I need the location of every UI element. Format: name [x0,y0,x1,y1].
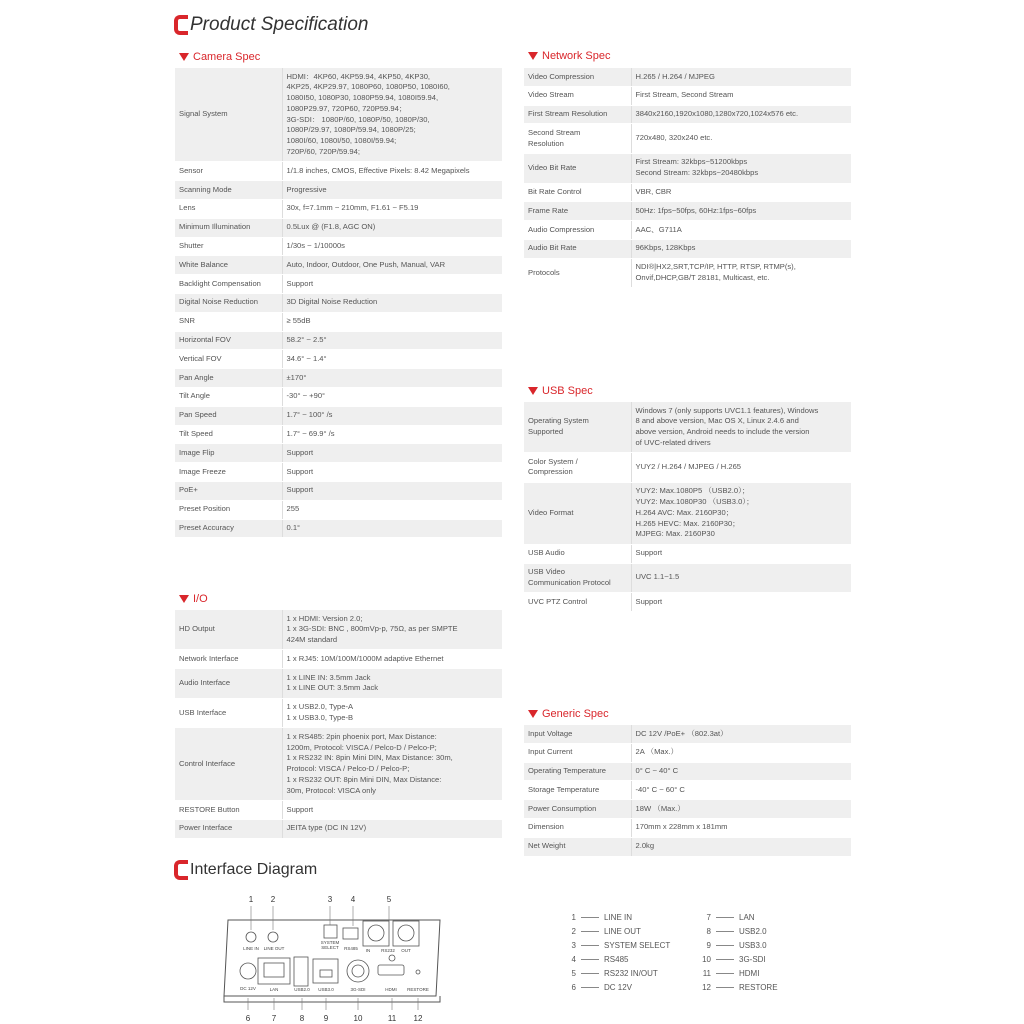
spec-row [524,762,851,781]
spec-label: First Stream Resolution [524,105,631,124]
spec-value: Support [282,481,502,500]
legend-label: RESTORE [739,982,778,992]
spec-row [175,519,502,538]
spec-row [175,369,502,388]
legend-item [562,980,670,994]
callout-10: 10 [353,1014,363,1023]
spec-value: 1.7° ~ 69.9° /s [282,425,502,444]
legend-left [562,910,670,994]
spec-row [175,406,502,425]
legend-number: 5 [571,968,576,978]
callout-5: 5 [386,895,392,904]
legend-line [581,917,599,918]
spec-label: Pan Speed [175,406,282,425]
spec-row [524,593,851,612]
legend-label: RS485 [604,954,629,964]
triangle-icon [179,53,189,61]
spec-label: Scanning Mode [175,181,282,200]
spec-value: ±170° [282,369,502,388]
spec-value: 1/1.8 inches, CMOS, Effective Pixels: 8.42 Megapixels [282,162,502,181]
spec-label: Protocols [524,258,631,288]
legend-label: USB3.0 [739,940,767,950]
spec-row [175,199,502,218]
legend-item [562,924,670,938]
camera-spec-heading [179,51,260,63]
spec-label: Sensor [175,162,282,181]
label-sdi: 3G-SDI [350,987,366,992]
spec-label: Image Flip [175,444,282,463]
spec-row [175,237,502,256]
spec-label: Lens [175,199,282,218]
spec-value: 34.6° ~ 1.4° [282,350,502,369]
spec-row [175,650,502,669]
spec-value: H.265 / H.264 / MJPEG [631,68,851,86]
legend-number: 12 [702,982,711,992]
legend-line [716,917,734,918]
heading-text: Network Spec [542,50,611,62]
label-hdmi: HDMI [385,987,397,992]
spec-label: PoE+ [175,481,282,500]
spec-label: Second Stream Resolution [524,124,631,154]
spec-row [524,544,851,563]
generic-spec-table [524,725,851,857]
spec-value: 2A （Max.） [631,743,851,762]
legend-label: USB2.0 [739,926,767,936]
spec-value: 0.1° [282,519,502,538]
legend-item [697,910,778,924]
rear-panel-diagram [210,890,450,1024]
spec-label: Digital Noise Reduction [175,293,282,312]
spec-label: UVC PTZ Control [524,593,631,612]
spec-value: 1 x RJ45: 10M/100M/1000M adaptive Ethernet [282,650,502,669]
spec-label: Minimum Illumination [175,218,282,237]
spec-row [524,725,851,743]
callout-7: 7 [271,1014,277,1023]
spec-value: Auto, Indoor, Outdoor, One Push, Manual, VAR [282,256,502,275]
legend-number: 7 [706,912,711,922]
callout-3: 3 [327,895,333,904]
spec-row [175,425,502,444]
spec-label: Video Format [524,482,631,544]
io-table [175,610,502,839]
spec-row [175,350,502,369]
spec-value: 0.5Lux @ (F1.8, AGC ON) [282,218,502,237]
label-restore: RESTORE [407,987,429,992]
legend-line [716,959,734,960]
spec-value: 0° C ~ 40° C [631,762,851,781]
generic-spec-heading [528,708,609,720]
legend-item [697,980,778,994]
spec-row [175,801,502,820]
callout-8: 8 [299,1014,305,1023]
label-usb3: USB3.0 [318,987,334,992]
spec-label: Tilt Speed [175,425,282,444]
spec-value: 3840x2160,1920x1080,1280x720,1024x576 etc. [631,105,851,124]
spec-value: NDI®|HX2,SRT,TCP/IP, HTTP, RTSP, RTMP(s), Onvif,DHCP,GB/T 28181, Multicast, etc. [631,258,851,288]
callout-6: 6 [245,1014,251,1023]
legend-item [697,952,778,966]
spec-value: 170mm x 228mm x 181mm [631,818,851,837]
label-lan: LAN [269,987,279,992]
spec-label: Tilt Angle [175,387,282,406]
legend-item [562,952,670,966]
spec-label: Signal System [175,68,282,162]
spec-value: Support [282,444,502,463]
spec-value: Support [631,593,851,612]
network-spec-heading [528,50,610,62]
spec-value: 30x, f=7.1mm ~ 210mm, F1.61 ~ F5.19 [282,199,502,218]
spec-row [524,402,851,453]
spec-row [175,256,502,275]
spec-label: Power Consumption [524,800,631,819]
label-system: SYSTEM [320,940,340,945]
spec-row [524,800,851,819]
spec-label: Frame Rate [524,202,631,221]
spec-value: VBR, CBR [631,183,851,202]
legend-item [562,938,670,952]
spec-value: Support [282,463,502,482]
callout-12: 12 [413,1014,423,1023]
spec-value: Support [282,275,502,294]
spec-label: Video Compression [524,68,631,86]
spec-row [175,162,502,181]
logo-icon [174,15,188,35]
triangle-icon [179,595,189,603]
spec-row [524,563,851,593]
spec-label: Pan Angle [175,369,282,388]
legend-label: SYSTEM SELECT [604,940,671,950]
legend-line [716,987,734,988]
legend-item [562,966,670,980]
callout-4: 4 [350,895,356,904]
spec-row [175,610,502,650]
spec-label: Operating System Supported [524,402,631,453]
spec-label: Vertical FOV [175,350,282,369]
spec-label: Audio Interface [175,669,282,699]
spec-value: JEITA type (DC IN 12V) [282,819,502,838]
legend-item [697,924,778,938]
spec-value: YUY2: Max.1080P5 （USB2.0）； YUY2: Max.1080P30 （USB3.0）； H.264 AVC: Max. 2160P30； H.265 HEVC: Max. 2160P30； MJPEG: Max. 2160P30 [631,482,851,544]
spec-label: Video Stream [524,86,631,105]
spec-value: 3D Digital Noise Reduction [282,293,502,312]
spec-value: 1.7° ~ 100° /s [282,406,502,425]
spec-label: Bit Rate Control [524,183,631,202]
spec-label: USB Interface [175,698,282,728]
spec-row [524,482,851,544]
label-line-out: LINE OUT [263,946,285,951]
spec-value: 1 x RS485: 2pin phoenix port, Max Distance: 1200m, Protocol: VISCA / Pelco-D / Pelco-P; 1 x RS232 IN: 8pin Mini DIN, Max Distance: 30m, Protocol: VISCA / Pelco-D / Pelco-P; 1 x RS232 OUT: 8pin Mini DIN, Max Distance: 30m, Protocol: VISCA only [282,728,502,801]
spec-label: Dimension [524,818,631,837]
spec-label: Audio Bit Rate [524,239,631,258]
spec-label: HD Output [175,610,282,650]
spec-label: Backlight Compensation [175,275,282,294]
page-title-text: Product Specification [190,14,369,35]
spec-row [524,124,851,154]
spec-row [175,819,502,838]
triangle-icon [528,52,538,60]
spec-value: 96Kbps, 128Kbps [631,239,851,258]
legend-number: 11 [702,968,711,978]
spec-value: Support [631,544,851,563]
legend-label: 3G-SDI [739,954,766,964]
legend-line [581,945,599,946]
spec-row [524,202,851,221]
spec-row [524,68,851,86]
spec-label: Horizontal FOV [175,331,282,350]
legend-label: LAN [739,912,755,922]
legend-label: DC 12V [604,982,633,992]
page-title [174,14,369,36]
legend-line [716,973,734,974]
spec-value: Support [282,801,502,820]
legend-line [716,931,734,932]
spec-row [524,743,851,762]
legend-line [581,959,599,960]
legend-right [697,910,778,994]
callout-2: 2 [270,895,276,904]
spec-value: 720x480, 320x240 etc. [631,124,851,154]
spec-row [175,331,502,350]
spec-row [524,153,851,183]
label-out: OUT [401,948,411,953]
spec-row [524,105,851,124]
spec-value: 1/30s ~ 1/10000s [282,237,502,256]
spec-row [524,453,851,483]
spec-label: Input Current [524,743,631,762]
spec-row [524,837,851,856]
spec-value: AAC、G711A [631,221,851,240]
heading-text: I/O [193,593,208,605]
spec-row [524,86,851,105]
legend-label: LINE OUT [604,926,641,936]
spec-label: RESTORE Button [175,801,282,820]
spec-row [175,181,502,200]
spec-value: 255 [282,500,502,519]
legend-number: 4 [571,954,576,964]
spec-row [524,781,851,800]
spec-value: 58.2° ~ 2.5° [282,331,502,350]
heading-text: Interface Diagram [190,861,318,878]
spec-value: First Stream, Second Stream [631,86,851,105]
spec-row [175,218,502,237]
spec-row [175,463,502,482]
network-spec-table [524,68,851,288]
label-rs485: RS485 [344,946,358,951]
legend-number: 9 [706,940,711,950]
usb-spec-table [524,402,851,612]
spec-row [175,275,502,294]
heading-text: USB Spec [542,385,593,397]
spec-value: 1 x LINE IN: 3.5mm Jack 1 x LINE OUT: 3.5mm Jack [282,669,502,699]
spec-row [175,68,502,162]
spec-label: SNR [175,312,282,331]
spec-label: Input Voltage [524,725,631,743]
legend-number: 8 [706,926,711,936]
spec-value: -40° C ~ 60° C [631,781,851,800]
spec-row [175,481,502,500]
spec-label: Preset Position [175,500,282,519]
legend-item [697,938,778,952]
legend-number: 10 [702,954,711,964]
spec-value: 1 x USB2.0, Type-A 1 x USB3.0, Type-B [282,698,502,728]
label-usb2: USB2.0 [294,987,310,992]
callout-9: 9 [323,1014,329,1023]
spec-value: DC 12V /PoE+ （802.3at） [631,725,851,743]
spec-value: 2.0kg [631,837,851,856]
spec-row [175,728,502,801]
legend-line [581,987,599,988]
label-select: SELECT [321,945,339,950]
spec-row [175,669,502,699]
spec-label: Shutter [175,237,282,256]
spec-row [175,312,502,331]
usb-spec-heading [528,385,593,397]
io-heading [179,593,208,605]
label-dc: DC 12V [240,986,256,991]
legend-line [581,973,599,974]
legend-line [581,931,599,932]
spec-row [524,258,851,288]
legend-label: LINE IN [604,912,633,922]
label-in: IN [365,948,371,953]
interface-diagram-title [174,860,317,880]
spec-value: HDMI：4KP60, 4KP59.94, 4KP50, 4KP30, 4KP25, 4KP29.97, 1080P60, 1080P50, 1080I60, 1080I50, 1080P30, 1080P59.94, 1080I59.94, 1080P29.97, 720P60, 720P59.94； 3G-SDI： 1080P/60, 1080P/50, 1080P/30, 1080P/29.97, 1080P/59.94, 1080P/25; 1080I/60, 1080I/50, 1080I/59.94; 720P/60, 720P/59.94; [282,68,502,162]
triangle-icon [528,710,538,718]
spec-label: Preset Accuracy [175,519,282,538]
triangle-icon [528,387,538,395]
callout-11: 11 [387,1014,397,1023]
spec-row [175,500,502,519]
spec-label: Image Freeze [175,463,282,482]
legend-number: 3 [571,940,576,950]
heading-text: Generic Spec [542,708,609,720]
legend-line [716,945,734,946]
spec-label: Operating Temperature [524,762,631,781]
spec-value: 50Hz: 1fps~50fps, 60Hz:1fps~60fps [631,202,851,221]
spec-label: USB Audio [524,544,631,563]
spec-value: UVC 1.1~1.5 [631,563,851,593]
spec-label: Control Interface [175,728,282,801]
spec-value: Progressive [282,181,502,200]
spec-row [524,239,851,258]
spec-value: 1 x HDMI: Version 2.0; 1 x 3G-SDI: BNC , 800mVp-p, 75Ω, as per SMPTE 424M standard [282,610,502,650]
spec-value: -30° ~ +90° [282,387,502,406]
spec-value: Windows 7 (only supports UVC1.1 features), Windows 8 and above version, Mac OS X, Linux 2.4.6 and above version, Android needs to include the version of UVC-related drivers [631,402,851,453]
spec-value: First Stream: 32kbps~51200kbps Second Stream: 32kbps~20480kbps [631,153,851,183]
legend-label: RS232 IN/OUT [604,968,658,978]
spec-row [175,387,502,406]
spec-value: ≥ 55dB [282,312,502,331]
spec-row [524,221,851,240]
label-line-in: LINE IN [243,946,259,951]
spec-label: Network Interface [175,650,282,669]
legend-number: 2 [571,926,576,936]
spec-label: Power Interface [175,819,282,838]
logo-icon [174,860,188,880]
spec-label: Video Bit Rate [524,153,631,183]
callout-1: 1 [248,895,254,904]
spec-label: Storage Temperature [524,781,631,800]
spec-label: Net Weight [524,837,631,856]
spec-label: USB Video Communication Protocol [524,563,631,593]
spec-value: 18W （Max.） [631,800,851,819]
spec-row [524,183,851,202]
legend-item [697,966,778,980]
spec-row [175,444,502,463]
spec-value: YUY2 / H.264 / MJPEG / H.265 [631,453,851,483]
spec-label: Audio Compression [524,221,631,240]
heading-text: Camera Spec [193,51,261,63]
legend-item [562,910,670,924]
label-rs232: RS232 [381,948,395,953]
legend-label: HDMI [739,968,760,978]
spec-row [175,293,502,312]
legend-number: 6 [571,982,576,992]
camera-spec-table [175,68,502,538]
spec-label: White Balance [175,256,282,275]
legend-number: 1 [571,912,576,922]
spec-row [175,698,502,728]
spec-label: Color System / Compression [524,453,631,483]
spec-row [524,818,851,837]
